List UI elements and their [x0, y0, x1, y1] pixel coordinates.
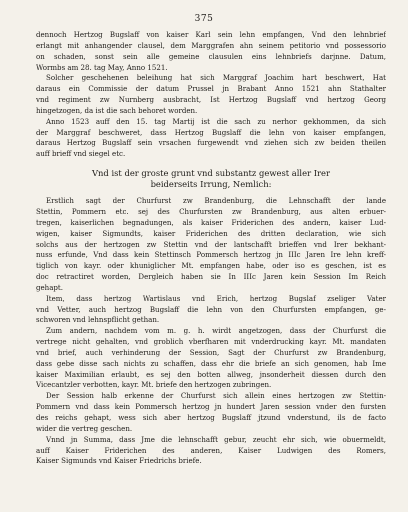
text-line: Erstlich sagt der Churfurst zw Brandenburg, die Lehnschafft der lande — [46, 196, 386, 206]
paragraph-6 — [36, 326, 386, 391]
text-line: tiglich von kayr. oder khuniglicher Mt. empfangen habe, oder iso es geschen, ist es — [36, 261, 386, 271]
text-line: Solcher geschehenen beleihung hat sich Marggraf Joachim hart beschwert, Hat — [46, 73, 386, 83]
text-line: vertrege nicht gehalten, vnd groblich vberfharen mit vnderdrucking kayr. Mt. mandaten — [36, 337, 386, 347]
text-line: auff Kaiser Friderichen des anderen, Kaiser Ludwigen des Romers, — [36, 445, 386, 455]
text-line: daraus ein Commissie der datum Prussel jn Brabant Anno 1521 ahn Stathalter — [36, 84, 386, 94]
text-line: Zum andern, nachdem vom m. g. h. wirdt angetzogen, dass der Churfurst die — [46, 326, 386, 336]
text-line: hingetzogen, da ist die sach behoret worden. — [36, 105, 198, 115]
text-line: doc retractiret worden, Dergleich haben sie In IIIc Jaren kein Session Im Reich — [36, 272, 386, 282]
text-line: on schaden, sonst sein alle gemeine clausulen eins lehnbriefs darjnne. Datum, — [36, 51, 386, 61]
text-line: der Marggraf beschweret, dass Hertzog Bugslaff die lehn von kaiser empfangen, — [36, 127, 386, 137]
paragraph-5 — [36, 294, 386, 327]
text-line: wigen, kaiser Sigmundts, kaiser Friderichen des dritten declaration, wie sich — [36, 228, 386, 238]
text-line: auff brieff vnd siegel etc. — [36, 149, 126, 159]
text-line: Der Session halb erkenne der Churfurst sich allein eines hertzogen zw Stettin- — [46, 391, 386, 401]
text-line: Stettin, Pommern etc. sej des Churfursten zw Brandenburg, aus alten erbuer- — [36, 206, 386, 216]
text-line: Anno 1523 auff den 15. tag Martij ist die sach zu nerhor gekhommen, da sich — [46, 116, 386, 126]
heading-line: beiderseits Irrung, Nemlich: — [150, 179, 272, 190]
paragraph-2 — [36, 73, 386, 116]
text-line: gehapt. — [36, 282, 64, 292]
paragraph-8 — [36, 435, 386, 468]
text-line: Pommern vnd dass kein Pommersch hertzog jn hundert Jaren session vnder den fursten — [36, 402, 386, 412]
text-line: Wormbs am 28. tag May, Anno 1521. — [36, 62, 168, 72]
text-line: Vicecantzler verbotten, kayr. Mt. briefe den hertzogen zubringen. — [36, 380, 272, 390]
section-heading — [36, 168, 386, 190]
paragraph-1 — [36, 30, 386, 73]
text-line: daraus Hertzog Bugslaff sein vrsachen furgewendt vnd ziehen sich zw beiden theilen — [36, 138, 386, 148]
heading-line: Vnd ist der groste grunt vnd substantz gewest aller Irer — [91, 168, 331, 179]
text-line: Vnnd jn Summa, dass Jme die lehnschafft gebur, zeucht ehr sich, wie obuermeldt, — [46, 434, 386, 444]
paragraph-7 — [36, 391, 386, 434]
text-line: schworen vnd lehnspflicht gethan. — [36, 315, 160, 325]
text-line: nuss erfunde, Vnd dass kein Stettinsch Pommersch hertzog jn III⁨c⁩ Jaren Ire lehn kreff- — [36, 250, 386, 260]
page-number: 375 — [194, 14, 214, 24]
text-line: des reichs gehapt, wess sich aber hertzog Bugslaff jtzund vnderstund, ils de facto — [36, 413, 386, 422]
text-line: Kaiser Sigmunds vnd Kaiser Friedrichs briefe. — [36, 456, 202, 466]
paragraph-4 — [36, 196, 386, 294]
text-line: dass gebe disse sach nichts zu schaffen, dass ehr die briefe an sich genomen, hab Ime — [36, 358, 386, 368]
text-line: vnd Vetter, auch hertzog Bugslaff die lehn von den Churfursten empfangen, ge- — [36, 304, 386, 314]
text-line: vnd regiment zw Nurnberg ausbracht, Ist Hertzog Bugslaff vnd hertzog Georg — [36, 95, 386, 105]
body-text — [36, 30, 386, 467]
text-line: Item, dass hertzog Wartislaus vnd Erich, hertzog Bugslaf zseliger Vater — [46, 293, 386, 303]
text-line: wider die vertreg geschen. — [36, 423, 133, 433]
text-line: solchs aus der hertzogen zw Stettin vnd der lantschafft brieffen vnd Irer bekhant- — [36, 239, 386, 249]
text-line: vnd brief, auch verhinderung der Session, Sagt der Churfurst zw Brandenburg, — [36, 347, 386, 357]
text-line: tregen, kaiserlichen begnadungen, als kaiser Friderichen des andern, kaiser Lud- — [36, 217, 386, 227]
paragraph-3 — [36, 117, 386, 160]
text-line: erlangt mit anhangender clausel, dem Marggrafen ahn seinem petitorio vnd possessorio — [36, 40, 386, 50]
text-line: kaiser Maximilian erlaubt, es sej den botten allweg, jnsonderheit diessen durch den — [36, 369, 386, 379]
text-line: dennoch Hertzog Bugslaff von kaiser Karl sein lehn empfangen, Vnd den lehnbrief — [36, 30, 386, 39]
